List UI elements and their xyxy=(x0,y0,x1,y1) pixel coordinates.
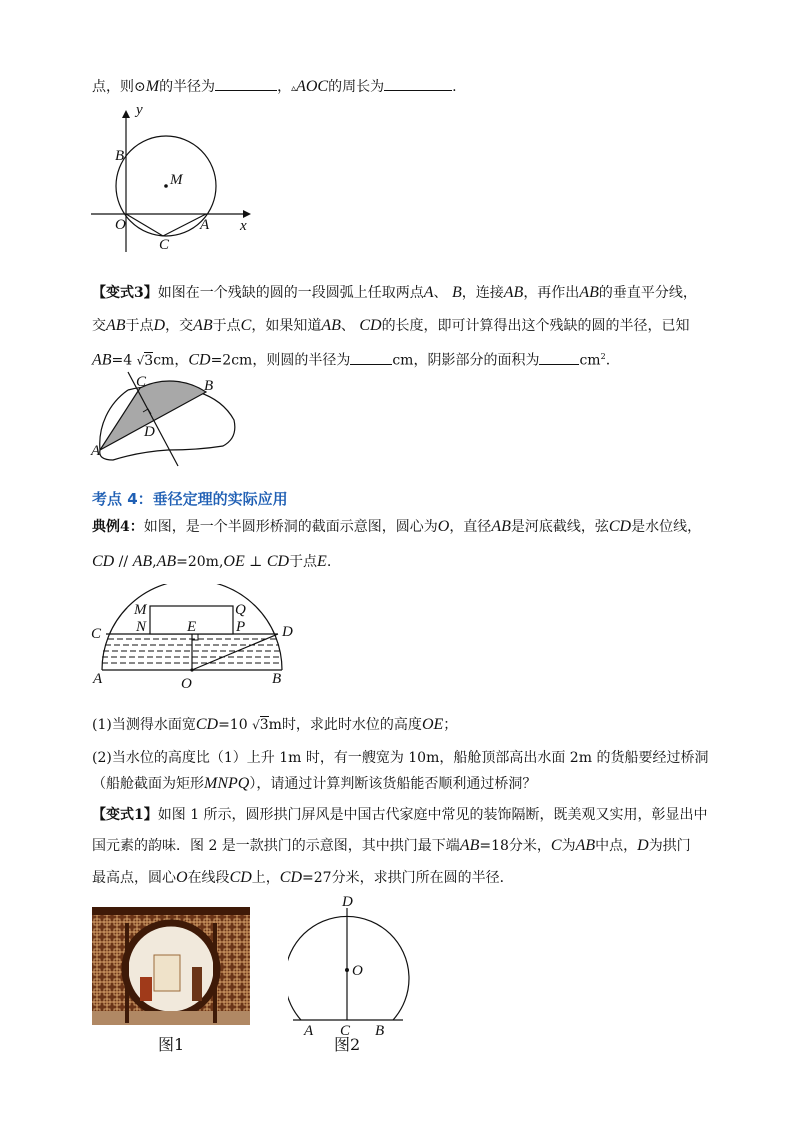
label-Q: Q xyxy=(235,602,246,618)
answer-blank xyxy=(350,350,392,365)
label-B: B xyxy=(272,671,282,687)
variation1-line1: 【变式1】如图 1 所示，圆形拱门屏风是中国古代家庭中常见的装饰隔断，既美观又实用，彰显出中 xyxy=(92,807,708,823)
variation1-line3: 最高点，圆心O在线段CD上，CD=27分米，求拱门所在圆的半径． xyxy=(92,869,514,886)
variation3-line1: 【变式3】如图在一个残缺的圆的一段圆弧上任取两点A、 B，连接AB，再作出AB的垂直平分线， xyxy=(92,284,697,301)
arch-circle xyxy=(288,916,409,1020)
label-y: y xyxy=(136,104,143,118)
example4-line2: CD // AB,AB=20m,OE ⊥ CD于点E. xyxy=(92,553,332,570)
label-D: D xyxy=(342,894,353,910)
caption-figure2: 图2 xyxy=(334,1035,361,1054)
example4-line1: 典例4：如图，是一个半圆形桥洞的截面示意图，圆心为O，直径AB是河底截线，弦CD是水位线， xyxy=(92,518,702,535)
label-B: B xyxy=(375,1023,385,1039)
question1: (1)当测得水面宽CD=10 √3m时，求此时水位的高度OE； xyxy=(92,716,458,733)
arc-AB: AB xyxy=(193,317,213,334)
question2-line2: （船舱截面为矩形MNPQ），请通过计算判断该货船能否顺利通过桥洞？ xyxy=(92,775,537,792)
label-P: P xyxy=(236,619,246,635)
variation3-line2: 交AB于点D，交AB于点C，如果知道AB、 CD的长度，即可计算得出这个残缺的圆的半径，已知 xyxy=(92,317,690,334)
label-M: M xyxy=(134,602,147,618)
label-C: C xyxy=(340,1023,351,1039)
figure-broken-circle xyxy=(88,370,248,470)
arch-door-photo xyxy=(92,907,250,1025)
label-B: B xyxy=(115,148,125,164)
answer-blank xyxy=(384,76,452,91)
figure-arch-diagram xyxy=(288,892,418,1042)
label-E: E xyxy=(187,619,197,635)
label-O: O xyxy=(115,217,126,233)
label-O: O xyxy=(181,676,192,692)
label-A: A xyxy=(304,1023,314,1039)
label-C: C xyxy=(91,626,102,642)
label-N: N xyxy=(136,619,147,635)
label-D: D xyxy=(282,624,293,640)
caption-figure1: 图1 xyxy=(158,1035,185,1054)
label-C: C xyxy=(159,237,170,253)
label-A: A xyxy=(91,443,101,459)
variation1-line2: 国元素的韵味．图 2 是一款拱门的示意图，其中拱门最下端AB=18分米，C为AB中点，D为拱门 xyxy=(92,837,691,854)
section-title: 考点 4：垂径定理的实际应用 xyxy=(92,490,288,508)
label-D: D xyxy=(144,424,155,440)
answer-blank xyxy=(215,76,277,91)
label-B: B xyxy=(204,378,214,394)
label-A: A xyxy=(93,671,103,687)
question2-line1: (2)当水位的高度比（1）上升 1m 时，有一艘宽为 10m，船舱顶部高出水面 2m 的货船要经过桥洞 xyxy=(92,750,709,766)
intro-line: 点，则⊙M的半径为 ，▵AOC的周长为 . xyxy=(92,78,457,95)
figure-bridge xyxy=(88,584,308,694)
center-O xyxy=(345,968,349,972)
label-O: O xyxy=(352,963,363,979)
variation3-line3: AB=4 √3cm，CD=2cm，则圆的半径为 cm，阴影部分的面积为 $cm^2$. xyxy=(92,351,611,369)
figure-circle-axes xyxy=(88,104,268,254)
center-point xyxy=(164,184,168,188)
label-M: M xyxy=(170,172,183,188)
label-x: x xyxy=(240,218,247,234)
answer-blank xyxy=(539,350,579,365)
chords-OC-CA xyxy=(126,214,206,236)
label-A: A xyxy=(200,217,210,233)
label-C: C xyxy=(136,374,147,390)
circle-symbol: ⊙ xyxy=(134,79,146,95)
